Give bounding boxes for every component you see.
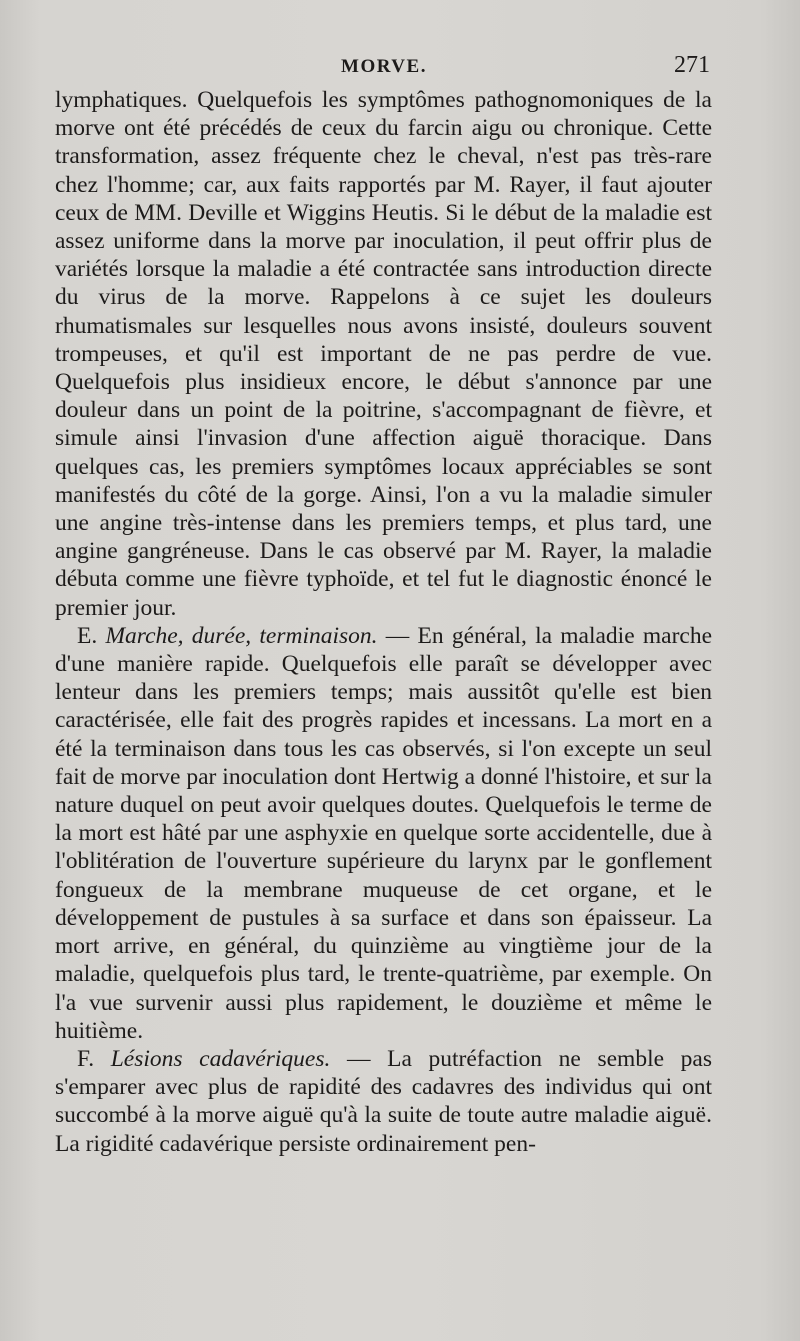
- running-head: MORVE.: [341, 56, 427, 77]
- paragraph-1-text: lymphatiques. Quelquefois les symptômes pathognomoniques de la morve ont été précédés de ceux du farcin aigu ou chronique. Cette transformation, assez fréquente chez le cheval, n'est pas très-rare chez l'homme; car, aux faits rapportés par M. Rayer, il faut ajouter ceux de MM. Deville et Wiggins Heutis. Si le début de la maladie est assez uniforme dans la morve par inoculation, il peut offrir plus de variétés lorsque la maladie a été contractée sans introduction directe du virus de la morve. Rappelons à ce sujet les douleurs rhumatismales sur lesquelles nous avons insisté, douleurs souvent trompeuses, et qu'il est important de ne pas perdre de vue. Quelquefois plus insidieux encore, le début s'annonce par une douleur dans un point de la poitrine, s'accompagnant de fièvre, et simule ainsi l'invasion d'une affection aiguë thoracique. Dans quelques cas, les premiers symptômes locaux appréciables se sont manifestés du côté de la gorge. Ainsi, l'on a vu la maladie simuler une angine très-intense dans les premiers temps, et plus tard, une angine gangréneuse. Dans le cas observé par M. Rayer, la maladie débuta comme une fièvre typhoïde, et tel fut le diagnostic énoncé le premier jour.: [55, 87, 712, 621]
- body-text: [55, 86, 712, 1158]
- section-label-f: F.: [77, 1045, 95, 1072]
- paragraph-2-text: — En général, la maladie marche d'une manière rapide. Quelquefois elle paraît se développer avec lenteur dans les premiers temps; mais aussitôt qu'elle est bien caractérisée, elle fait des progrès rapides et incessans. La mort en a été la terminaison dans tous les cas observés, si l'on excepte un seul fait de morve par inoculation dont Hertwig a donné l'histoire, et sur la nature duquel on peut avoir quelques doutes. Quelquefois le terme de la mort est hâté par une asphyxie en quelque sorte accidentelle, due à l'oblitération de l'ouverture supérieure du larynx par le gonflement fongueux de la membrane muqueuse de cet organe, et le développement de pustules à sa surface et dans son épaisseur. La mort arrive, en général, du quinzième au vingtième jour de la maladie, quelquefois plus tard, le trente-quatrième, par exemple. On l'a vue survenir aussi plus rapidement, le douzième et même le huitième.: [55, 622, 713, 1044]
- section-label-e: E.: [77, 622, 98, 649]
- section-heading-lesions: Lésions cadavériques.: [110, 1045, 331, 1072]
- page-number: 271: [674, 52, 710, 78]
- section-heading-marche: Marche, durée, terminaison.: [105, 622, 378, 649]
- paragraph-1: [55, 86, 712, 622]
- paragraph-3-text: — La putréfaction ne semble pas s'emparer avec plus de rapidité des cadavres des individus qui ont succombé à la morve aiguë qu'à la suite de toute autre maladie aiguë. La rigidité cadavérique persiste ordinairement pen-: [55, 1045, 713, 1157]
- paragraph-3: [55, 1045, 712, 1158]
- paragraph-2: [55, 622, 712, 1045]
- page-header: [54, 52, 714, 82]
